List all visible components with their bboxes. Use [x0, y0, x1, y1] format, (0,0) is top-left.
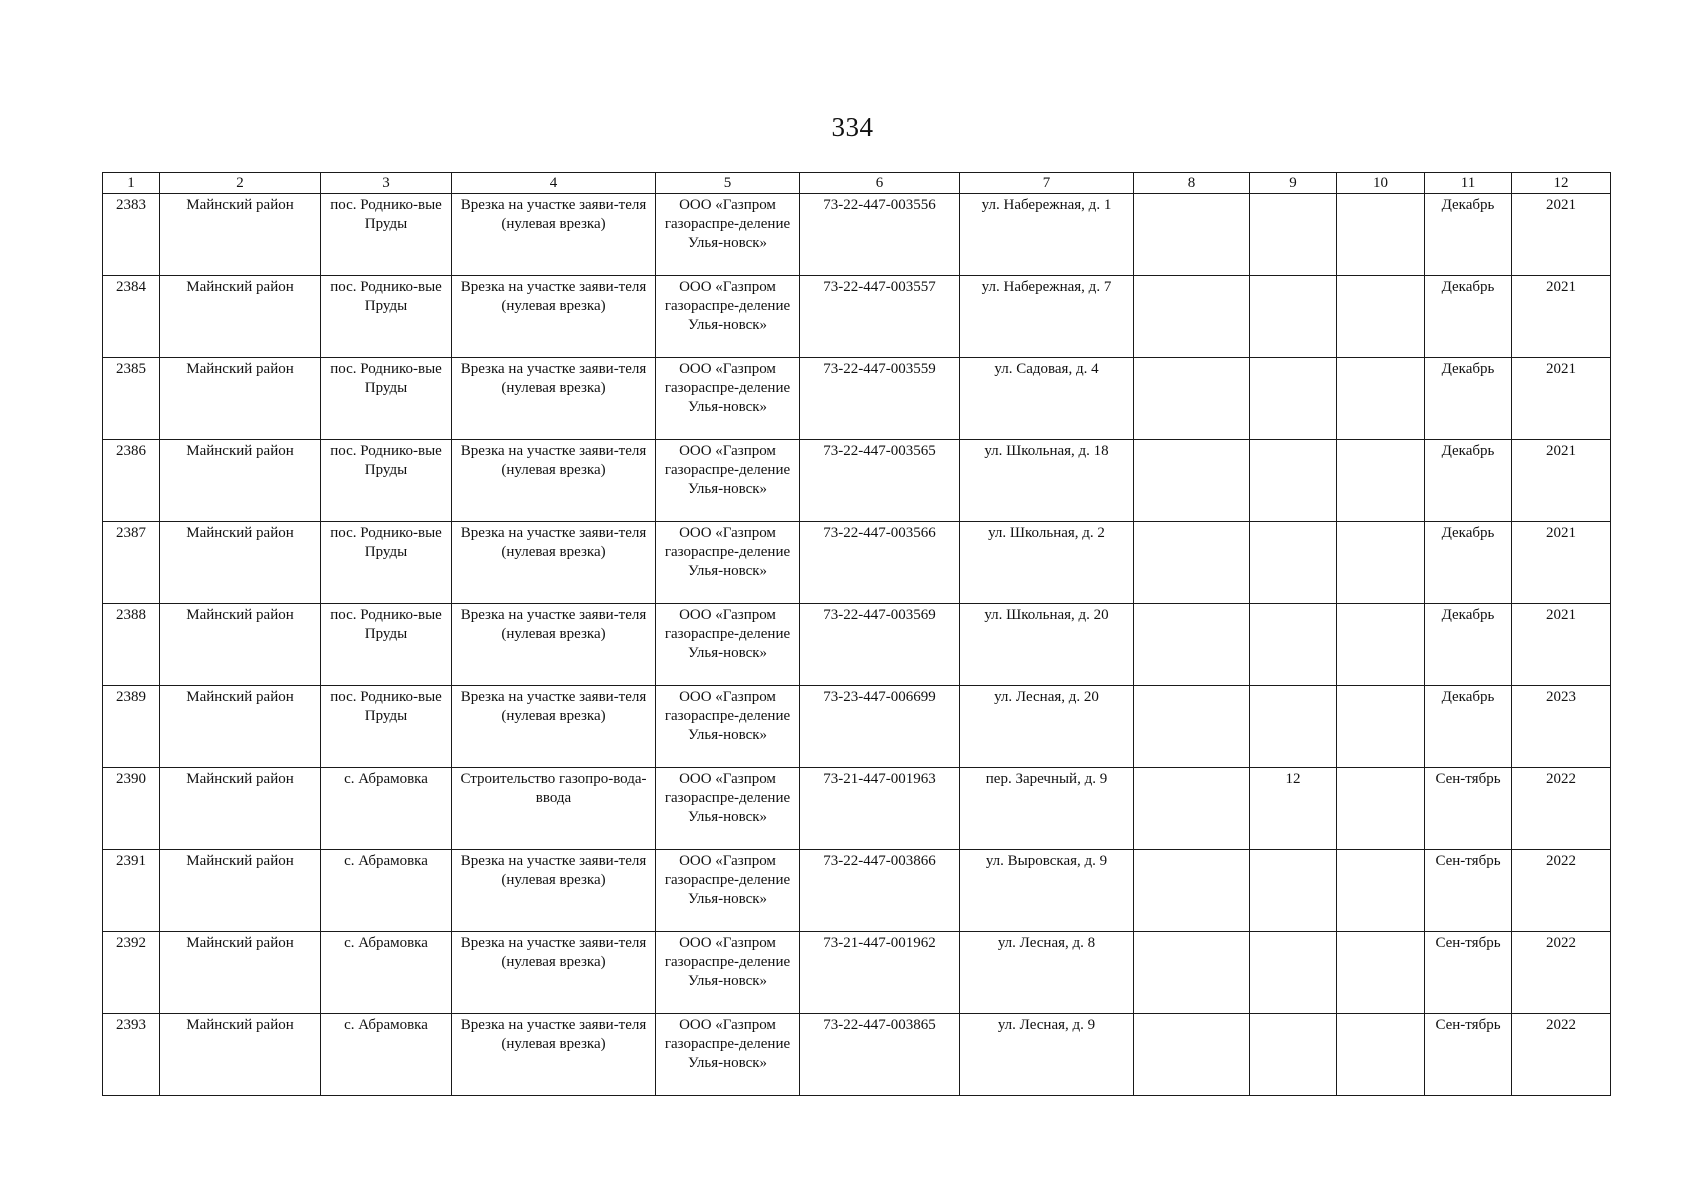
cell-number: 2389	[103, 686, 160, 768]
cell-organization: ООО «Газпром газораспре-деление Улья-новск»	[656, 1014, 800, 1096]
cell-col10	[1337, 850, 1425, 932]
cell-address: ул. Школьная, д. 18	[960, 440, 1134, 522]
cell-col8	[1134, 768, 1250, 850]
cell-year: 2022	[1512, 932, 1611, 1014]
cell-code: 73-21-447-001963	[800, 768, 960, 850]
table-row	[103, 1014, 1611, 1096]
cell-col9	[1250, 440, 1337, 522]
cell-settlement: с. Абрамовка	[321, 1014, 452, 1096]
cell-number: 2387	[103, 522, 160, 604]
cell-settlement: пос. Роднико-вые Пруды	[321, 440, 452, 522]
cell-month: Сен-тябрь	[1425, 768, 1512, 850]
cell-work-type: Врезка на участке заяви-теля (нулевая врезка)	[452, 440, 656, 522]
cell-district: Майнский район	[160, 522, 321, 604]
table-row	[103, 194, 1611, 276]
column-header-6: 6	[800, 173, 960, 194]
cell-district: Майнский район	[160, 358, 321, 440]
column-header-9: 9	[1250, 173, 1337, 194]
table-row	[103, 686, 1611, 768]
cell-year: 2023	[1512, 686, 1611, 768]
cell-address: ул. Школьная, д. 20	[960, 604, 1134, 686]
cell-year: 2022	[1512, 768, 1611, 850]
cell-work-type: Строительство газопро-вода-ввода	[452, 768, 656, 850]
cell-address: ул. Садовая, д. 4	[960, 358, 1134, 440]
cell-work-type: Врезка на участке заяви-теля (нулевая врезка)	[452, 1014, 656, 1096]
cell-code: 73-22-447-003566	[800, 522, 960, 604]
page-number: 334	[831, 112, 874, 142]
cell-col8	[1134, 1014, 1250, 1096]
table-body	[103, 194, 1611, 1096]
cell-year: 2021	[1512, 440, 1611, 522]
cell-code: 73-21-447-001962	[800, 932, 960, 1014]
cell-district: Майнский район	[160, 850, 321, 932]
cell-month: Сен-тябрь	[1425, 850, 1512, 932]
table-row	[103, 440, 1611, 522]
cell-col10	[1337, 440, 1425, 522]
cell-code: 73-22-447-003559	[800, 358, 960, 440]
cell-year: 2022	[1512, 850, 1611, 932]
cell-month: Декабрь	[1425, 686, 1512, 768]
cell-settlement: пос. Роднико-вые Пруды	[321, 522, 452, 604]
cell-col9	[1250, 686, 1337, 768]
cell-district: Майнский район	[160, 604, 321, 686]
cell-month: Декабрь	[1425, 604, 1512, 686]
cell-col9	[1250, 522, 1337, 604]
cell-month: Декабрь	[1425, 276, 1512, 358]
cell-address: ул. Набережная, д. 7	[960, 276, 1134, 358]
cell-col8	[1134, 522, 1250, 604]
cell-col8	[1134, 194, 1250, 276]
cell-col9	[1250, 358, 1337, 440]
cell-district: Майнский район	[160, 440, 321, 522]
column-header-1: 1	[103, 173, 160, 194]
table-row	[103, 358, 1611, 440]
table-row	[103, 522, 1611, 604]
cell-work-type: Врезка на участке заяви-теля (нулевая врезка)	[452, 850, 656, 932]
cell-organization: ООО «Газпром газораспре-деление Улья-новск»	[656, 440, 800, 522]
cell-code: 73-22-447-003556	[800, 194, 960, 276]
cell-settlement: пос. Роднико-вые Пруды	[321, 686, 452, 768]
column-header-8: 8	[1134, 173, 1250, 194]
cell-district: Майнский район	[160, 194, 321, 276]
cell-number: 2390	[103, 768, 160, 850]
table-row	[103, 932, 1611, 1014]
cell-year: 2021	[1512, 522, 1611, 604]
column-header-10: 10	[1337, 173, 1425, 194]
cell-month: Сен-тябрь	[1425, 932, 1512, 1014]
cell-col9	[1250, 1014, 1337, 1096]
cell-col8	[1134, 604, 1250, 686]
cell-address: ул. Лесная, д. 8	[960, 932, 1134, 1014]
cell-year: 2021	[1512, 604, 1611, 686]
cell-code: 73-22-447-003557	[800, 276, 960, 358]
table-row	[103, 276, 1611, 358]
cell-col10	[1337, 276, 1425, 358]
cell-district: Майнский район	[160, 768, 321, 850]
cell-month: Декабрь	[1425, 440, 1512, 522]
column-header-3: 3	[321, 173, 452, 194]
table-header	[103, 173, 1611, 194]
cell-month: Декабрь	[1425, 522, 1512, 604]
cell-address: ул. Набережная, д. 1	[960, 194, 1134, 276]
cell-organization: ООО «Газпром газораспре-деление Улья-новск»	[656, 850, 800, 932]
cell-col10	[1337, 1014, 1425, 1096]
cell-number: 2383	[103, 194, 160, 276]
cell-district: Майнский район	[160, 932, 321, 1014]
cell-organization: ООО «Газпром газораспре-деление Улья-новск»	[656, 276, 800, 358]
cell-organization: ООО «Газпром газораспре-деление Улья-новск»	[656, 932, 800, 1014]
cell-work-type: Врезка на участке заяви-теля (нулевая врезка)	[452, 194, 656, 276]
cell-address: ул. Выровская, д. 9	[960, 850, 1134, 932]
cell-code: 73-22-447-003866	[800, 850, 960, 932]
cell-year: 2021	[1512, 194, 1611, 276]
cell-year: 2021	[1512, 276, 1611, 358]
table-row	[103, 850, 1611, 932]
cell-number: 2386	[103, 440, 160, 522]
cell-col9	[1250, 932, 1337, 1014]
cell-address: пер. Заречный, д. 9	[960, 768, 1134, 850]
cell-address: ул. Лесная, д. 9	[960, 1014, 1134, 1096]
cell-col9	[1250, 604, 1337, 686]
cell-year: 2021	[1512, 358, 1611, 440]
cell-organization: ООО «Газпром газораспре-деление Улья-новск»	[656, 358, 800, 440]
cell-col8	[1134, 850, 1250, 932]
cell-col10	[1337, 194, 1425, 276]
table-row	[103, 768, 1611, 850]
cell-month: Декабрь	[1425, 194, 1512, 276]
cell-col10	[1337, 686, 1425, 768]
cell-code: 73-23-447-006699	[800, 686, 960, 768]
cell-work-type: Врезка на участке заяви-теля (нулевая врезка)	[452, 276, 656, 358]
cell-organization: ООО «Газпром газораспре-деление Улья-новск»	[656, 768, 800, 850]
cell-number: 2393	[103, 1014, 160, 1096]
cell-col10	[1337, 768, 1425, 850]
cell-number: 2388	[103, 604, 160, 686]
cell-work-type: Врезка на участке заяви-теля (нулевая врезка)	[452, 932, 656, 1014]
cell-number: 2391	[103, 850, 160, 932]
cell-col10	[1337, 604, 1425, 686]
cell-number: 2385	[103, 358, 160, 440]
cell-col10	[1337, 358, 1425, 440]
cell-organization: ООО «Газпром газораспре-деление Улья-новск»	[656, 604, 800, 686]
cell-work-type: Врезка на участке заяви-теля (нулевая врезка)	[452, 604, 656, 686]
cell-col9: 12	[1250, 768, 1337, 850]
cell-district: Майнский район	[160, 1014, 321, 1096]
cell-month: Сен-тябрь	[1425, 1014, 1512, 1096]
cell-address: ул. Лесная, д. 20	[960, 686, 1134, 768]
register-table	[102, 172, 1611, 1096]
cell-month: Декабрь	[1425, 358, 1512, 440]
cell-number: 2384	[103, 276, 160, 358]
column-header-4: 4	[452, 173, 656, 194]
column-header-2: 2	[160, 173, 321, 194]
cell-col9	[1250, 194, 1337, 276]
cell-work-type: Врезка на участке заяви-теля (нулевая врезка)	[452, 522, 656, 604]
cell-year: 2022	[1512, 1014, 1611, 1096]
cell-code: 73-22-447-003565	[800, 440, 960, 522]
cell-col10	[1337, 932, 1425, 1014]
cell-col8	[1134, 686, 1250, 768]
cell-col10	[1337, 522, 1425, 604]
column-header-12: 12	[1512, 173, 1611, 194]
cell-address: ул. Школьная, д. 2	[960, 522, 1134, 604]
cell-work-type: Врезка на участке заяви-теля (нулевая врезка)	[452, 358, 656, 440]
cell-organization: ООО «Газпром газораспре-деление Улья-новск»	[656, 522, 800, 604]
cell-code: 73-22-447-003569	[800, 604, 960, 686]
cell-code: 73-22-447-003865	[800, 1014, 960, 1096]
header-row	[103, 173, 1611, 194]
cell-col9	[1250, 850, 1337, 932]
cell-settlement: с. Абрамовка	[321, 932, 452, 1014]
cell-settlement: с. Абрамовка	[321, 768, 452, 850]
cell-col8	[1134, 276, 1250, 358]
cell-settlement: пос. Роднико-вые Пруды	[321, 604, 452, 686]
cell-settlement: с. Абрамовка	[321, 850, 452, 932]
table-row	[103, 604, 1611, 686]
cell-organization: ООО «Газпром газораспре-деление Улья-новск»	[656, 194, 800, 276]
cell-settlement: пос. Роднико-вые Пруды	[321, 194, 452, 276]
cell-organization: ООО «Газпром газораспре-деление Улья-новск»	[656, 686, 800, 768]
cell-settlement: пос. Роднико-вые Пруды	[321, 276, 452, 358]
cell-col8	[1134, 932, 1250, 1014]
cell-work-type: Врезка на участке заяви-теля (нулевая врезка)	[452, 686, 656, 768]
cell-col8	[1134, 358, 1250, 440]
cell-settlement: пос. Роднико-вые Пруды	[321, 358, 452, 440]
column-header-11: 11	[1425, 173, 1512, 194]
cell-col9	[1250, 276, 1337, 358]
column-header-7: 7	[960, 173, 1134, 194]
cell-number: 2392	[103, 932, 160, 1014]
cell-district: Майнский район	[160, 686, 321, 768]
column-header-5: 5	[656, 173, 800, 194]
cell-district: Майнский район	[160, 276, 321, 358]
cell-col8	[1134, 440, 1250, 522]
